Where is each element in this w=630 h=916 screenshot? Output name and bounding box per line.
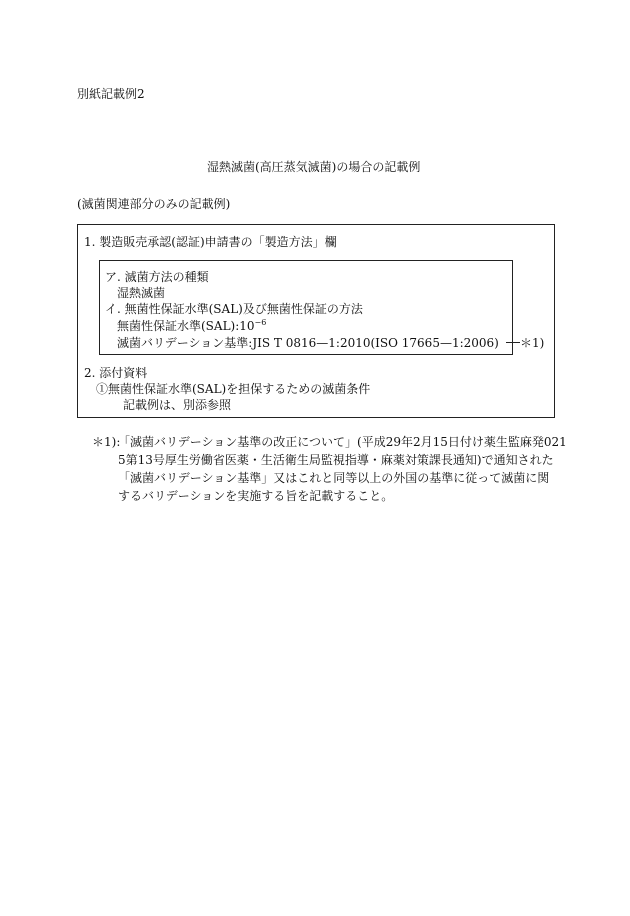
attachment-item-value: 記載例は、別添参照 <box>123 398 232 412</box>
reference-leader-line <box>506 342 520 343</box>
footnote-marker: ＊1): <box>92 435 121 449</box>
sterilization-type-label: ア. 滅菌方法の種類 <box>105 270 209 284</box>
section1-heading: 1. 製造販売承認(認証)申請書の「製造方法」欄 <box>84 235 337 249</box>
reference-marker: ＊1) <box>520 336 545 350</box>
scope-note: (滅菌関連部分のみの記載例) <box>77 197 231 211</box>
sal-method-label: イ. 無菌性保証水準(SAL)及び無菌性保証の方法 <box>105 302 363 316</box>
page-title: 湿熱滅菌(高圧蒸気滅菌)の場合の記載例 <box>207 160 421 174</box>
footnote-line-1: 「滅菌バリデーション基準の改正について」(平成29年2月15日付け薬生監麻発021 <box>118 435 567 449</box>
sal-value <box>117 318 266 333</box>
footnote-line-2: 5第13号厚生労働省医薬・生活衛生局監視指導・麻薬対策課長通知)で通知された <box>118 453 554 467</box>
section2-heading: 2. 添付資料 <box>84 366 148 380</box>
validation-standard: 滅菌バリデーション基準:JIS T 0816—1:2010(ISO 17665—1:2006) <box>117 336 499 350</box>
annex-label: 別紙記載例2 <box>77 87 145 101</box>
sal-label-text: 無菌性保証水準(SAL):10 <box>117 319 255 333</box>
sal-exponent: −6 <box>254 318 267 327</box>
sterilization-type-value: 湿熱滅菌 <box>117 286 166 300</box>
footnote-line-3: 「滅菌バリデーション基準」又はこれと同等以上の外国の基準に従って滅菌に関 <box>118 471 550 485</box>
footnote-line-4: するバリデーションを実施する旨を記載すること。 <box>118 489 394 503</box>
attachment-item: ①無菌性保証水準(SAL)を担保するための滅菌条件 <box>96 382 371 396</box>
